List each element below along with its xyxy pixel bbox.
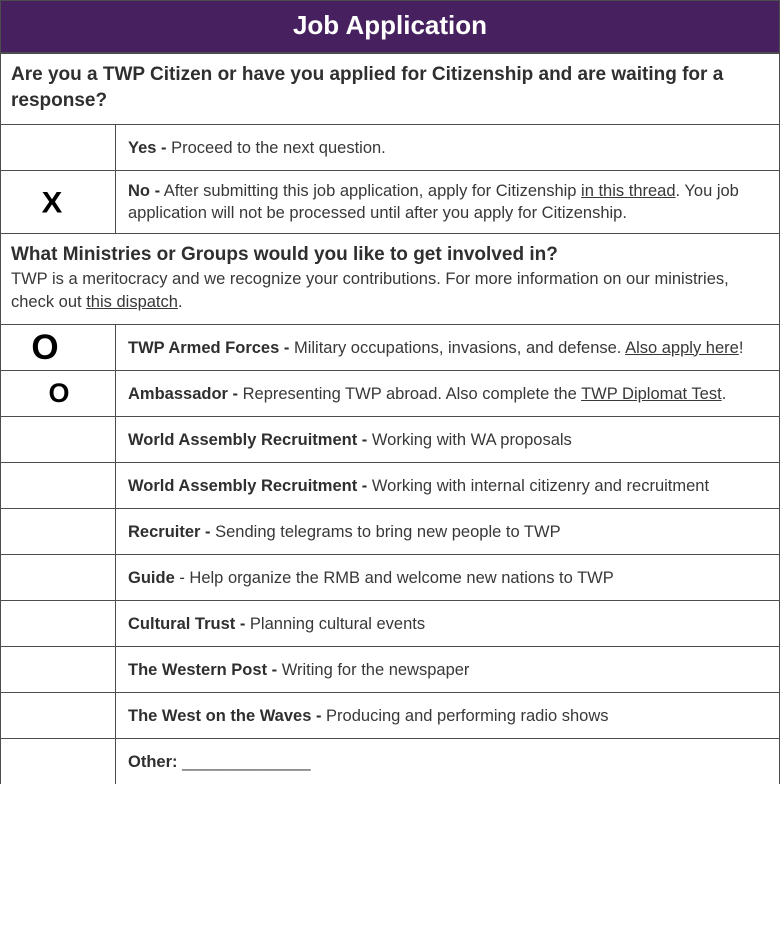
option-description	[245, 615, 425, 633]
option-description	[289, 339, 743, 357]
question-citizenship-text: Are you a TWP Citizen or have you applied for Citizenship and are waiting for a response?	[11, 64, 724, 111]
option-label: Cultural Trust -	[128, 614, 246, 633]
option-description	[175, 569, 614, 587]
inline-link[interactable]: this dispatch	[86, 293, 178, 311]
description-text: Planning cultural events	[245, 614, 426, 633]
inline-link[interactable]: Also apply here	[625, 338, 739, 357]
x-mark: X	[41, 185, 63, 219]
answer-mark-cell[interactable]	[1, 325, 116, 370]
ministry-options	[1, 324, 779, 784]
other-blank-line[interactable]: ______________	[177, 752, 311, 771]
option-text	[128, 137, 386, 159]
option-description	[367, 431, 572, 449]
option-description	[211, 523, 561, 541]
option-row	[1, 124, 779, 170]
form-title: Job Application	[1, 1, 779, 53]
option-row	[1, 508, 779, 554]
answer-mark-cell[interactable]	[1, 647, 116, 692]
option-label: The Western Post -	[128, 660, 278, 679]
description-text: Sending telegrams to bring new people to TWP	[210, 522, 561, 541]
option-text	[128, 521, 561, 543]
description-text: !	[738, 338, 744, 357]
question-citizenship	[1, 53, 779, 124]
option-description	[321, 707, 608, 725]
description-text: .	[721, 384, 727, 403]
answer-mark-cell[interactable]	[1, 693, 116, 738]
option-label: Ambassador -	[128, 384, 239, 403]
option-description	[238, 385, 726, 403]
answer-mark-cell[interactable]	[1, 739, 116, 784]
citizenship-options	[1, 124, 779, 233]
option-label: World Assembly Recruitment -	[128, 430, 368, 449]
option-text	[128, 475, 709, 497]
option-row	[1, 462, 779, 508]
option-text	[128, 567, 614, 589]
inline-link[interactable]: TWP Diplomat Test	[581, 384, 722, 403]
option-text	[128, 705, 609, 727]
option-description	[128, 182, 739, 222]
description-text: Working with WA proposals	[367, 430, 572, 449]
answer-mark-cell[interactable]	[1, 555, 116, 600]
option-text	[128, 383, 726, 405]
o-mark-large: O	[31, 328, 59, 367]
answer-mark-cell[interactable]	[1, 601, 116, 646]
inline-link[interactable]: in this thread	[581, 182, 676, 200]
description-text: Proceed to the next question.	[166, 138, 386, 157]
option-label: Recruiter -	[128, 522, 211, 541]
option-label: Yes -	[128, 138, 167, 157]
answer-mark-cell[interactable]	[1, 125, 116, 170]
option-row	[1, 692, 779, 738]
description-text: .	[177, 293, 183, 311]
option-row	[1, 416, 779, 462]
description-text: - Help organize the RMB and welcome new nations to TWP	[174, 568, 614, 587]
option-row	[1, 646, 779, 692]
option-description	[167, 139, 386, 157]
description-text: . You job application will not be processed until after you apply for Citizenship.	[128, 182, 739, 222]
description-text: Military occupations, invasions, and defense.	[289, 338, 626, 357]
option-label: TWP Armed Forces -	[128, 338, 290, 357]
question-ministries-subtext	[11, 268, 769, 314]
option-description	[178, 753, 311, 771]
answer-mark-cell[interactable]	[1, 171, 116, 233]
option-row	[1, 600, 779, 646]
option-text	[128, 751, 311, 773]
description-text: Writing for the newspaper	[277, 660, 470, 679]
option-label: Other:	[128, 752, 178, 771]
option-text	[128, 337, 743, 359]
answer-mark-cell[interactable]	[1, 509, 116, 554]
description-text: Working with internal citizenry and recruitment	[367, 476, 710, 495]
option-label: The West on the Waves -	[128, 706, 322, 725]
option-text	[128, 613, 425, 635]
option-row	[1, 554, 779, 600]
option-row	[1, 324, 779, 370]
o-mark-small: O	[48, 378, 70, 408]
option-text	[128, 659, 469, 681]
question-ministries	[1, 233, 779, 324]
option-label: Guide	[128, 568, 175, 587]
answer-mark-cell[interactable]	[1, 371, 116, 416]
description-text: Representing TWP abroad. Also complete the	[238, 384, 582, 403]
answer-mark-cell[interactable]	[1, 417, 116, 462]
answer-mark-cell[interactable]	[1, 463, 116, 508]
description-text: After submitting this job application, apply for Citizenship	[160, 182, 582, 200]
description-text: TWP is a meritocracy and we recognize your contributions. For more information on our ministries, check out	[11, 270, 729, 311]
description-text: Producing and performing radio shows	[321, 706, 609, 725]
option-label: No -	[128, 182, 161, 200]
option-description	[277, 661, 469, 679]
option-text	[128, 429, 572, 451]
option-row	[1, 170, 779, 233]
option-label: World Assembly Recruitment -	[128, 476, 368, 495]
option-row	[1, 370, 779, 416]
option-row	[1, 738, 779, 784]
question-ministries-text: What Ministries or Groups would you like to get involved in?	[11, 244, 558, 265]
option-text	[128, 180, 763, 224]
option-description	[367, 477, 709, 495]
